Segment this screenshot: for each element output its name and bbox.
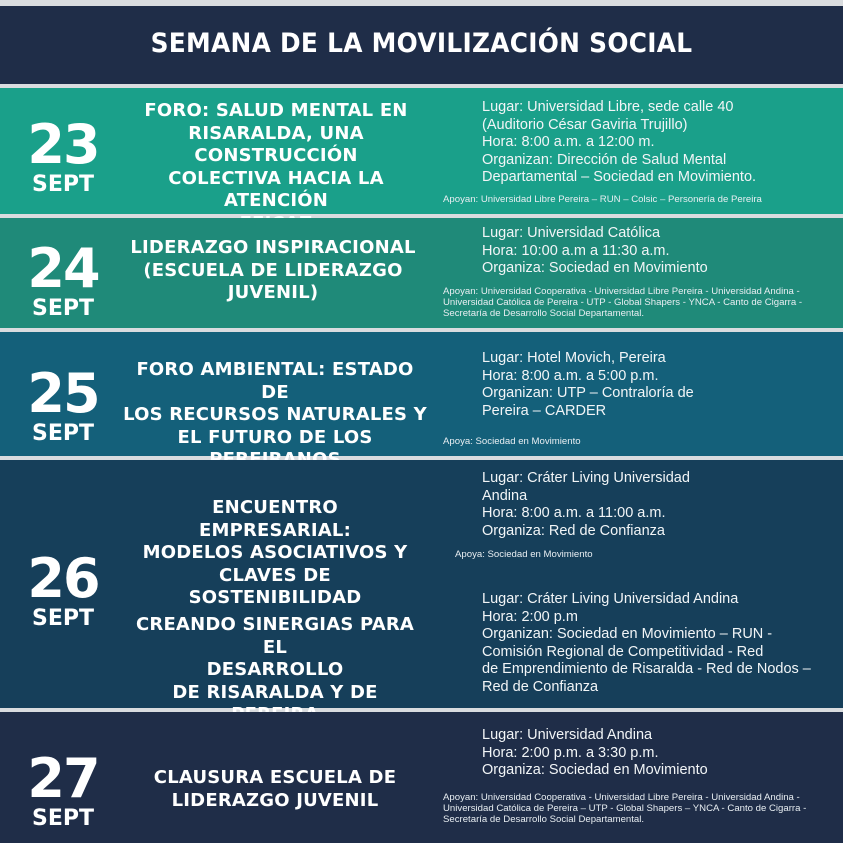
month-label: SEPT: [31, 172, 94, 197]
event-title: CREANDO SINERGIAS PARA EL DESARROLLO DE RISARALDA Y DE: [135, 614, 415, 703]
date-block: [0, 547, 126, 631]
event-info: Lugar: Universidad Católica Hora: 10:00 a.m a 11:30 a.m. Organiza: Sociedad en Movimiento: [482, 225, 708, 276]
event-title: FORO: SALUD MENTAL EN RISARALDA, UNA CONSTRUCCIÓN COLECTIVA HACIA LA ATENCIÓN: [144, 100, 408, 211]
month-label: SEPT: [31, 421, 94, 446]
day-number: 24: [27, 237, 99, 300]
day-24-row: [0, 218, 843, 328]
event-title: CLAUSURA ESCUELA DE LIDERAZGO JUVENIL: [153, 767, 397, 811]
event-info: Lugar: Universidad Libre, sede calle 40 (Auditorio César Gaviria Trujillo) Hora: 8:00 a.m. a 12:00 m. Organizan: Dirección de Salud Mental Departamental – Sociedad en Movimiento.: [482, 99, 757, 185]
date-block: [0, 237, 126, 321]
date-block: [0, 113, 126, 197]
page-title: SEMANA DE LA MOVILIZACIÓN SOCIAL: [150, 28, 693, 59]
month-label: SEPT: [31, 806, 94, 831]
event-support: Apoyan: Universidad Cooperativa - Universidad Libre Pereira - Universidad Andina - Universidad Católica de Pereira – UTP - Global Shapers – YNCA - Canto de Cigarra - Secretaría de Desarrollo Social Departamental.: [443, 792, 807, 825]
event-info: Lugar: Cráter Living Universidad Andina Hora: 8:00 a.m. a 11:00 a.m. Organiza: Red de Confianza: [482, 470, 690, 539]
month-label: SEPT: [31, 606, 94, 631]
event-support: Apoya: Sociedad en Movimiento: [455, 549, 593, 560]
event-info: Lugar: Cráter Living Universidad Andina Hora: 2:00 p.m Organizan: Sociedad en Movimiento – RUN - Comisión Regional de Competitividad - Red de Emprendimiento de Risaralda - Red de Nodos – Red de Confianza: [482, 591, 811, 695]
day-number: 27: [27, 747, 99, 810]
month-label: SEPT: [31, 296, 94, 321]
event-support: Apoyan: Universidad Cooperativa - Universidad Libre Pereira - Universidad Andina - Universidad Católica de Pereira - UTP - Global Shapers - YNCA - Canto de Cigarra - Secretaría de Desarrollo Social Departamental.: [443, 286, 803, 319]
event-title: ENCUENTRO EMPRESARIAL: MODELOS ASOCIATIVOS Y CLAVES DE SOSTENIBILIDAD: [142, 497, 408, 608]
event-support: Apoya: Sociedad en Movimiento: [443, 436, 581, 447]
day-number: 26: [27, 547, 99, 610]
event-support: Apoyan: Universidad Libre Pereira – RUN – Colsic – Personería de Pereira: [443, 194, 762, 205]
day-number: 23: [27, 113, 99, 176]
day-27-row: [0, 712, 843, 843]
day-26-row: [0, 460, 843, 708]
header-banner: [0, 6, 843, 84]
day-25-row: [0, 332, 843, 456]
event-title: FORO AMBIENTAL: ESTADO DE LOS RECURSOS NATURALES Y EL FUTURO DE LOS: [123, 359, 427, 448]
event-title: LIDERAZGO INSPIRACIONAL (ESCUELA DE LIDERAZGO JUVENIL): [130, 237, 416, 303]
event-info: Lugar: Hotel Movich, Pereira Hora: 8:00 a.m. a 5:00 p.m. Organizan: UTP – Contraloría de Pereira – CARDER: [482, 350, 694, 419]
event-info: Lugar: Universidad Andina Hora: 2:00 p.m. a 3:30 p.m. Organiza: Sociedad en Movimiento: [482, 727, 708, 778]
day-number: 25: [27, 362, 99, 425]
date-block: [0, 362, 126, 446]
date-block: [0, 747, 126, 831]
day-23-row: [0, 88, 843, 214]
